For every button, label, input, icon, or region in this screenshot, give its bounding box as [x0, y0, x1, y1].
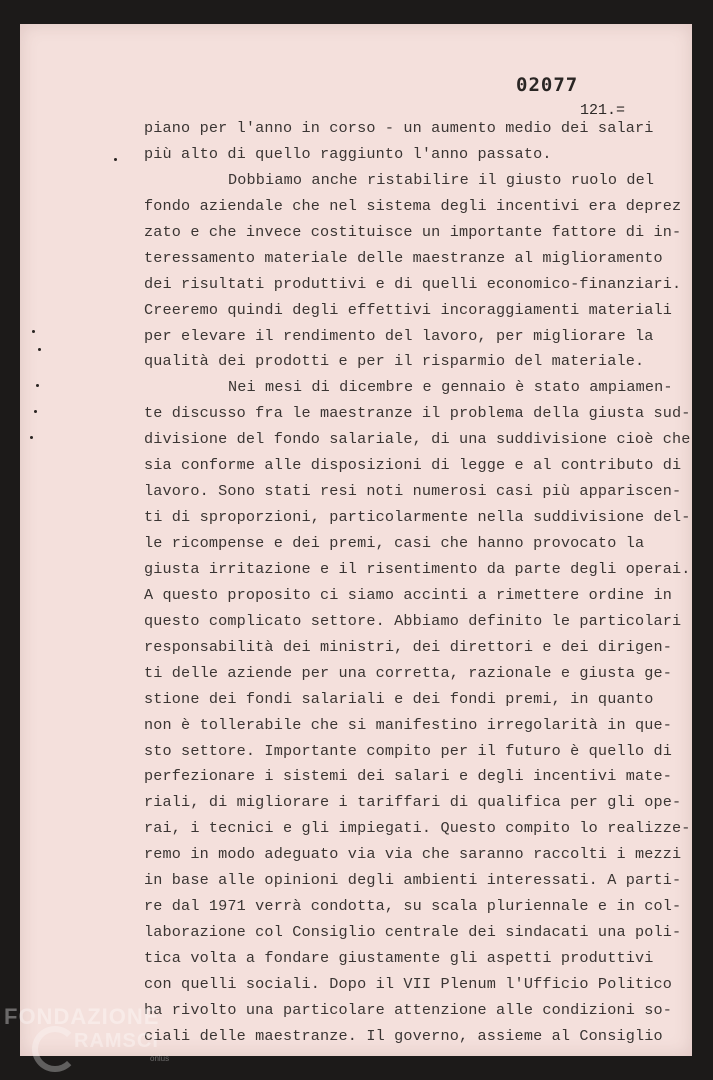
margin-mark	[32, 330, 35, 333]
watermark-subtitle: RAMSCI	[74, 1030, 159, 1052]
text-line: Creeremo quindi degli effettivi incoraggiamenti materiali	[144, 300, 673, 319]
text-line: perfezionare i sistemi dei salari e degli incentivi mate-	[144, 767, 673, 786]
text-line: ha rivolto una particolare attenzione alle condizioni so-	[144, 1000, 673, 1019]
watermark-g-logo-icon	[32, 1026, 78, 1072]
text-line: non è tollerabile che si manifestino irregolarità in que-	[144, 715, 673, 734]
text-line: le ricompense e dei premi, casi che hanno provocato la	[144, 534, 645, 552]
text-line: Nei mesi di dicembre e gennaio è stato ampiamen-	[228, 378, 673, 397]
text-line: stione dei fondi salariali e dei fondi premi, in quanto	[144, 689, 654, 708]
text-line: ti di sproporzioni, particolarmente nella suddivisione del-	[144, 508, 691, 527]
document-page	[20, 24, 692, 1056]
watermark-suffix: onlus	[150, 1054, 170, 1063]
text-line: remo in modo adeguato via via che saranno raccolti i mezzi	[144, 845, 682, 864]
margin-mark	[34, 410, 37, 413]
text-line: ti delle aziende per una corretta, razionale e giusta ge-	[144, 663, 673, 682]
text-line: A questo proposito ci siamo accinti a rimettere ordine in	[144, 585, 673, 604]
margin-mark	[36, 384, 39, 387]
text-line: in base alle opinioni degli ambienti interessati. A parti-	[144, 871, 682, 890]
margin-mark	[114, 158, 117, 161]
text-line: laborazione col Consiglio centrale dei sindacati una poli-	[144, 923, 682, 942]
text-line: dei risultati produttivi e di quelli economico-finanziari.	[144, 274, 682, 293]
text-line: ciali delle maestranze. Il governo, assieme al Consiglio	[144, 1026, 663, 1045]
margin-mark	[38, 348, 41, 351]
text-line: piano per l'anno in corso - un aumento medio dei salari	[144, 119, 654, 137]
text-line: teressamento materiale delle maestranze al miglioramento	[144, 248, 663, 267]
archive-number: 02077	[516, 74, 579, 96]
text-line: responsabilità dei ministri, dei direttori e dei dirigen-	[144, 637, 673, 656]
text-line: Dobbiamo anche ristabilire il giusto ruolo del	[228, 170, 655, 189]
text-line: zato e che invece costituisce un importante fattore di in-	[144, 222, 682, 241]
text-line: più alto di quello raggiunto l'anno passato.	[144, 144, 552, 163]
text-line: fondo aziendale che nel sistema degli incentivi era deprez	[144, 196, 682, 215]
text-line: giusta irritazione e il risentimento da parte degli operai.	[144, 559, 691, 578]
fondazione-gramsci-watermark	[4, 998, 204, 1078]
text-line: divisione del fondo salariale, di una suddivisione cioè che	[144, 430, 691, 449]
text-line: re dal 1971 verrà condotta, su scala pluriennale e in col-	[144, 897, 682, 916]
text-line: rai, i tecnici e gli impiegati. Questo compito lo realizze-	[144, 819, 691, 838]
page-number: 121.=	[580, 102, 626, 119]
text-line: tica volta a fondare giustamente gli aspetti produttivi	[144, 949, 654, 967]
body-text	[144, 116, 691, 1050]
text-line: lavoro. Sono stati resi noti numerosi casi più appariscen-	[144, 482, 682, 501]
text-line: sia conforme alle disposizioni di legge e al contributo di	[144, 456, 682, 475]
margin-mark	[30, 436, 33, 439]
text-line: qualità dei prodotti e per il risparmio del materiale.	[144, 352, 645, 371]
text-line: riali, di migliorare i tariffari di qualifica per gli ope-	[144, 793, 682, 812]
text-line: sto settore. Importante compito per il futuro è quello di	[144, 741, 673, 760]
text-line: questo complicato settore. Abbiamo definito le particolari	[144, 611, 682, 630]
watermark-title: FONDAZIONE	[4, 1004, 160, 1029]
text-line: te discusso fra le maestranze il problema della giusta sud-	[144, 404, 691, 423]
text-line: con quelli sociali. Dopo il VII Plenum l'Ufficio Politico	[144, 974, 673, 993]
text-line: per elevare il rendimento del lavoro, per migliorare la	[144, 326, 654, 345]
